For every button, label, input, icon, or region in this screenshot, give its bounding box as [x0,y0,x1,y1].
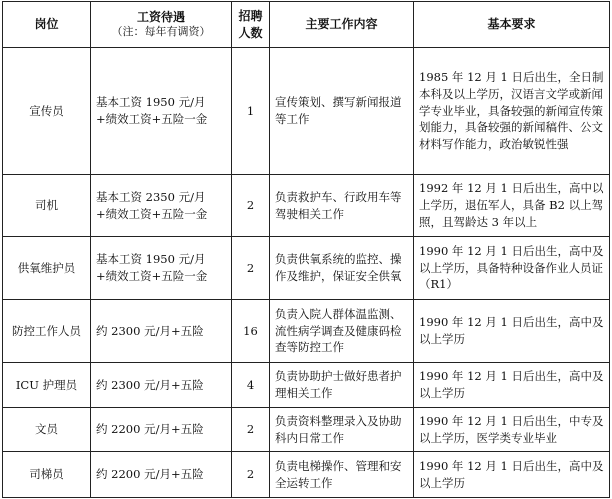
table-row [3,408,610,452]
cell-position: 防控工作人员 [3,300,91,363]
cell-requirements: 1985 年 12 月 1 日后出生，全日制本科及以上学历，汉语言文学或新闻学专业毕业，具备较强的新闻宣传策划能力，具备较强的新闻稿件、公文材料写作能力，政治敏锐性强 [414,48,610,175]
cell-count: 16 [232,300,270,363]
header-position: 岗位 [3,2,91,48]
cell-count: 4 [232,363,270,408]
table-row [3,48,610,175]
header-count-line1: 招聘 [238,9,263,24]
cell-duties: 负责协助护士做好患者护理相关工作 [270,363,414,408]
cell-duties: 负责供氧系统的监控、操作及维护，保证安全供氧 [270,237,414,300]
cell-salary: 约 2200 元/月+五险 [91,408,232,452]
table-row [3,300,610,363]
cell-count: 2 [232,408,270,452]
cell-salary: 基本工资 2350 元/月+绩效工资+五险一金 [91,175,232,237]
table-row [3,175,610,237]
cell-count: 1 [232,48,270,175]
table-row [3,452,610,498]
cell-count: 2 [232,175,270,237]
header-requirements: 基本要求 [414,2,610,48]
cell-salary: 约 2200 元/月+五险 [91,452,232,498]
cell-position: 文员 [3,408,91,452]
recruitment-table [2,1,610,498]
cell-salary: 约 2300 元/月+五险 [91,363,232,408]
cell-requirements: 1990 年 12 月 1 日后出生，高中及以上学历，具备特种设备作业人员证（R1） [414,237,610,300]
header-count [232,2,270,48]
header-salary-note: （注：每年有调资） [111,25,211,39]
cell-salary: 约 2300 元/月+五险 [91,300,232,363]
cell-duties: 负责救护车、行政用车等驾驶相关工作 [270,175,414,237]
cell-requirements: 1990 年 12 月 1 日后出生，中专及以上学历，医学类专业毕业 [414,408,610,452]
table-row [3,363,610,408]
cell-requirements: 1990 年 12 月 1 日后出生，高中及以上学历 [414,452,610,498]
header-salary [91,2,232,48]
cell-salary: 基本工资 1950 元/月+绩效工资+五险一金 [91,237,232,300]
cell-position: 供氧维护员 [3,237,91,300]
cell-duties: 宣传策划、撰写新闻报道等工作 [270,48,414,175]
cell-requirements: 1990 年 12 月 1 日后出生，高中及以上学历 [414,300,610,363]
cell-position: ICU 护理员 [3,363,91,408]
cell-count: 2 [232,237,270,300]
cell-salary: 基本工资 1950 元/月+绩效工资+五险一金 [91,48,232,175]
cell-requirements: 1992 年 12 月 1 日后出生，高中以上学历，退伍军人，具备 B2 以上驾照，且驾龄达 3 年以上 [414,175,610,237]
cell-duties: 负责资料整理录入及协助科内日常工作 [270,408,414,452]
header-count-line2: 人数 [238,25,263,40]
cell-duties: 负责入院人群体温监测、流性病学调查及健康码检查等防控工作 [270,300,414,363]
table-header-row [3,2,610,48]
cell-duties: 负责电梯操作、管理和安全运转工作 [270,452,414,498]
cell-position: 宣传员 [3,48,91,175]
cell-position: 司梯员 [3,452,91,498]
cell-count: 2 [232,452,270,498]
cell-position: 司机 [3,175,91,237]
header-duties: 主要工作内容 [270,2,414,48]
header-salary-title: 工资待遇 [136,9,185,24]
cell-requirements: 1990 年 12 月 1 日后出生，高中及以上学历 [414,363,610,408]
table-row [3,237,610,300]
